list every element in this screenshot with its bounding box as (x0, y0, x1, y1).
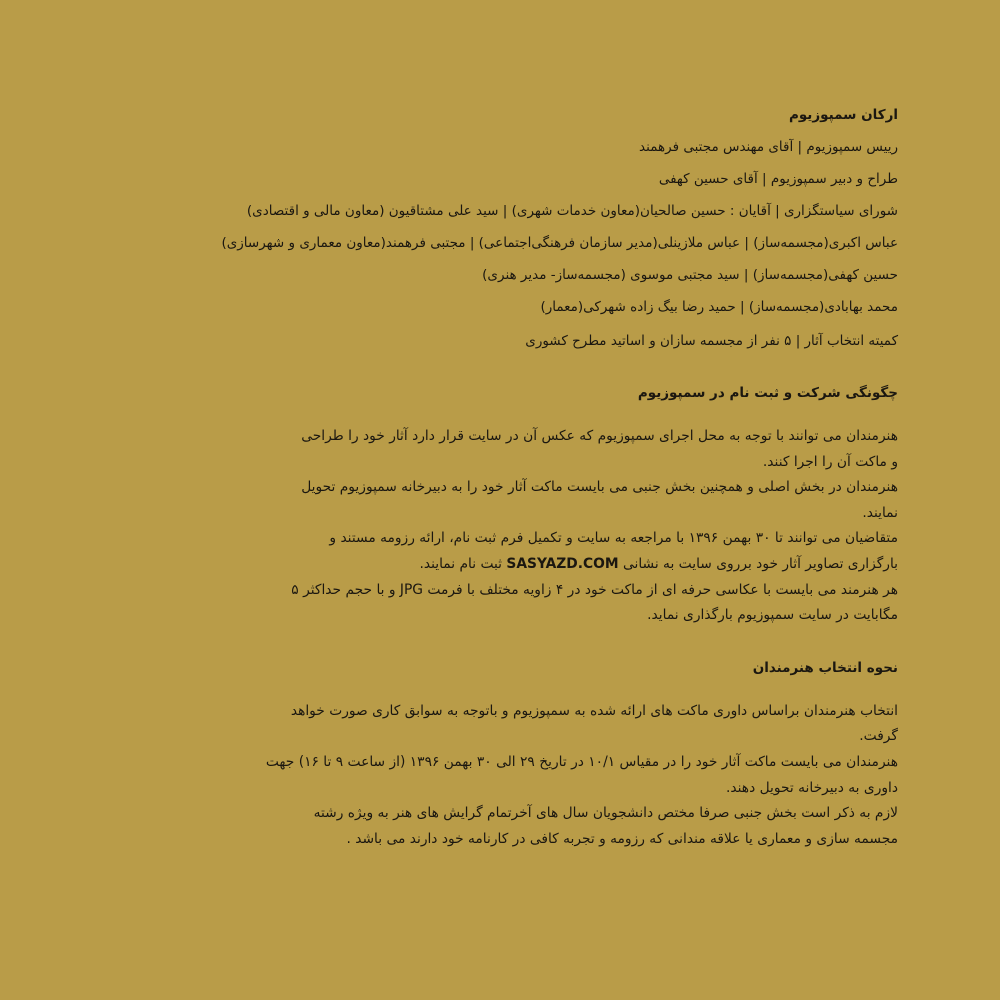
role-line-policy-council: شورای سیاستگزاری | آقایان : حسین صالحیان(معاون خدمات شهری) | سید علی مشتاقیون (معاون مالی و اقتصادی) (246, 203, 898, 219)
role-line-council-members-2: حسین کهفی(مجسمه‌ساز) | سید مجتبی موسوی (مجسمه‌ساز- مدیر هنری) (482, 267, 898, 283)
role-line-designer-secretary: طراح و دبیر سمپوزیوم | آقای حسین کهفی (658, 171, 898, 187)
selection-p3-line1: لازم به ذکر است بخش جنبی صرفا مختص دانشجویان سال های آخرتمام گرایش های هنر به ویژه رشته (313, 805, 898, 822)
registration-p3-text-after: ثبت نام نمایند. (419, 555, 503, 572)
registration-p3-text-before: بارگزاری تصاویر آثار خود برروی سایت به نشانی (622, 555, 898, 572)
role-line-council-members-1: عباس اکبری(مجسمه‌ساز) | عباس ملازینلی(مدیر سازمان فرهنگی‌اجتماعی) | مجتبی فرهمند(معاون معماری و شهرسازی) (221, 235, 898, 251)
selection-p3-line2: مجسمه سازی و معماری یا علاقه مندانی که رزومه و تجربه کافی در کارنامه خود دارند می باشد . (346, 830, 898, 847)
registration-p3-line2 (108, 552, 898, 578)
registration-p2-line2: نمایند. (862, 504, 898, 521)
selection-p2-line1: هنرمندان می بایست ماکت آثار خود را در مقیاس ۱۰/۱ در تاریخ ۲۹ الی ۳۰ بهمن ۱۳۹۶ (از ساعت ۹ تا ۱۶) جهت (265, 753, 898, 770)
registration-p4-line1: هر هنرمند می بایست با عکاسی حرفه ای از ماکت خود در ۴ زاویه مختلف با فرمت JPG و با حجم حداکثر ۵ (291, 581, 898, 598)
registration-p1-line1: هنرمندان می توانند با توجه به محل اجرای سمپوزیوم که عکس آن در سایت قرار دارد آثار خود را طراحی (301, 428, 898, 444)
registration-p1-line2: و ماکت آن را اجرا کنند. (762, 453, 898, 470)
registration-p3-line1: متقاضیان می توانند تا ۳۰ بهمن ۱۳۹۶ با مراجعه به سایت و تکمیل فرم ثبت نام، ارائه رزومه مستند و (329, 530, 898, 547)
selection-p1-line2: گرفت. (859, 728, 898, 745)
section-title-registration: چگونگی شرکت و ثبت نام در سمپوزیوم (637, 385, 898, 401)
registration-p2-line1: هنرمندان در بخش اصلی و همچنین بخش جنبی می بایست ماکت آثار خود را به دبیرخانه سمپوزیوم تحویل (301, 479, 898, 496)
symposium-roles-list (98, 136, 898, 352)
selection-p1-line1: انتخاب هنرمندان براساس داوری ماکت های ارائه شده به سمپوزیوم و باتوجه به سوابق کاری صورت خواهد (290, 702, 898, 719)
selection-paragraphs (98, 699, 898, 853)
website-link[interactable]: SASYAZD.COM (506, 555, 619, 572)
document-body (98, 104, 898, 852)
section-title-artist-selection: نحوه انتخاب هنرمندان (752, 659, 898, 676)
role-line-selection-committee: کمیته انتخاب آثار | ۵ نفر از مجسمه سازان و اساتید مطرح کشوری (525, 333, 898, 349)
registration-paragraphs (98, 424, 898, 629)
selection-p2-line2: داوری به دبیرخانه تحویل دهند. (726, 779, 898, 796)
role-line-council-members-3: محمد بهابادی(مجسمه‌ساز) | حمید رضا بیگ زاده شهرکی(معمار) (540, 299, 898, 315)
role-line-president: رییس سمپوزیوم | آقای مهندس مجتبی فرهمند (639, 139, 898, 155)
section-title-symposium-pillars: ارکان سمپوزیوم (788, 107, 898, 123)
registration-p4-line2: مگابایت در سایت سمپوزیوم بارگذاری نماید. (647, 607, 898, 624)
